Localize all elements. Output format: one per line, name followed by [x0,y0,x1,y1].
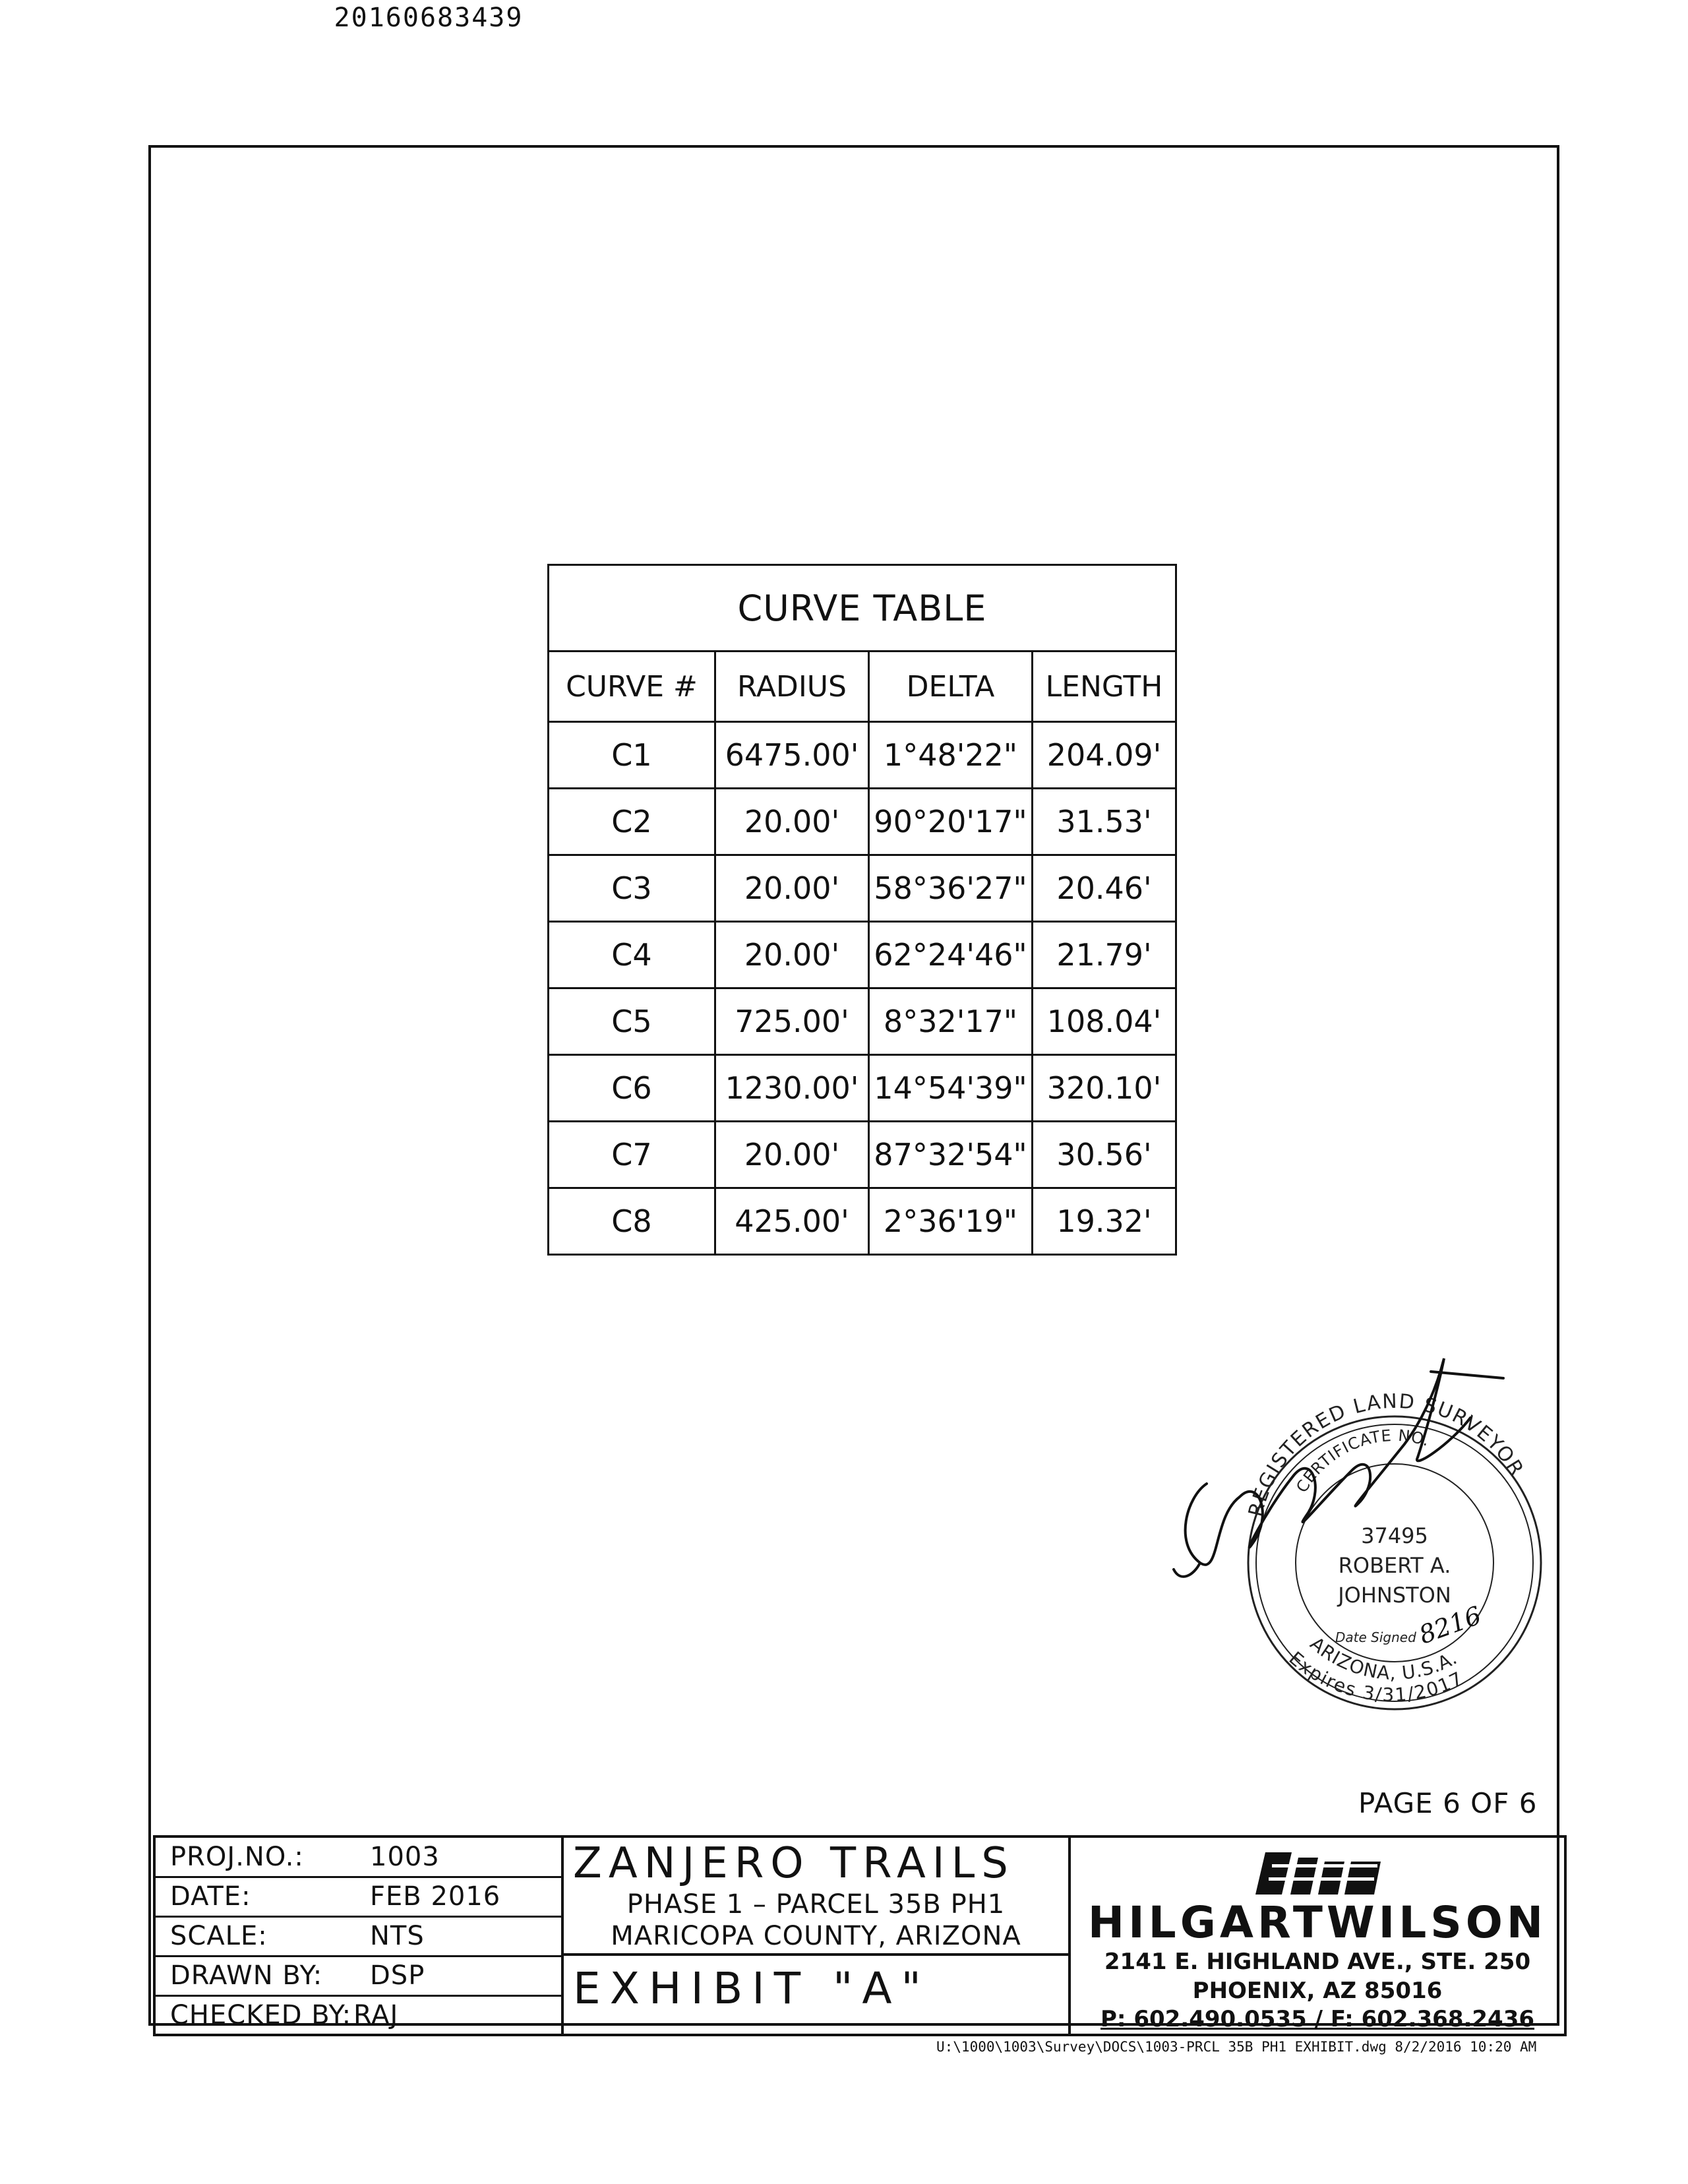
project-title-area [564,1838,1068,1956]
checked-by-row [156,1996,561,2034]
project-phase-line: PHASE 1 – PARCEL 35B PH1 [626,1889,1006,1920]
table-row [549,722,1176,789]
length-cell: 19.32' [1033,1188,1176,1255]
curve-table [547,564,1177,1256]
scale-label: SCALE: [170,1921,268,1951]
exhibit-label: EXHIBIT "A" [573,1963,930,2014]
table-row [549,988,1176,1055]
delta-cell: 14°54'39" [869,1055,1033,1122]
seal-outer-text: REGISTERED LAND SURVEYOR [1244,1389,1529,1519]
radius-cell: 20.00' [715,922,869,988]
table-row [549,1055,1176,1122]
delta-cell: 58°36'27" [869,855,1033,922]
length-cell: 108.04' [1033,988,1176,1055]
radius-cell: 725.00' [715,988,869,1055]
table-row [549,855,1176,922]
length-cell: 320.10' [1033,1055,1176,1122]
delta-cell: 90°20'17" [869,789,1033,855]
radius-cell: 20.00' [715,789,869,855]
length-cell: 31.53' [1033,789,1176,855]
seal-date-value: 8216 [1415,1600,1486,1650]
curve-table-title: CURVE TABLE [549,565,1176,652]
length-cell: 204.09' [1033,722,1176,789]
seal-number: 37495 [1361,1523,1428,1548]
curve-table-header-row [549,652,1176,722]
radius-cell: 20.00' [715,1122,869,1188]
seal-name-line1: ROBERT A. [1338,1553,1451,1578]
proj-no-row [156,1838,561,1878]
seal-certificate-text: CERTIFICATE NO. [1292,1426,1432,1496]
seal-date-label: Date Signed [1335,1629,1416,1645]
length-cell: 21.79' [1033,922,1176,988]
radius-cell: 6475.00' [715,722,869,789]
surveyor-seal [1160,1345,1543,1767]
firm-panel [1071,1838,1564,2034]
curve-cell: C4 [549,922,715,988]
seal-state-text: ARIZONA, U.S.A. [1306,1632,1461,1684]
table-row [549,789,1176,855]
project-title-panel [564,1838,1071,2034]
delta-cell: 1°48'22" [869,722,1033,789]
project-info-panel [156,1838,564,2034]
checked-by-value: RAJ [353,2000,399,2030]
firm-logo-icon [1252,1852,1384,1895]
delta-cell: 62°24'46" [869,922,1033,988]
delta-cell: 87°32'54" [869,1122,1033,1188]
radius-cell: 1230.00' [715,1055,869,1122]
scale-row [156,1917,561,1957]
radius-cell: 20.00' [715,855,869,922]
column-header-curve: CURVE # [549,652,715,722]
curve-cell: C8 [549,1188,715,1255]
length-cell: 30.56' [1033,1122,1176,1188]
date-label: DATE: [170,1881,251,1912]
page-count: PAGE 6 OF 6 [1358,1787,1538,1819]
table-row [549,1122,1176,1188]
curve-cell: C3 [549,855,715,922]
date-value: FEB 2016 [370,1881,501,1912]
delta-cell: 2°36'19" [869,1188,1033,1255]
curve-cell: C2 [549,789,715,855]
length-cell: 20.46' [1033,855,1176,922]
seal-expires-text: Expires 3/31/2017 [1284,1647,1467,1706]
curve-cell: C6 [549,1055,715,1122]
firm-address-line2: PHOENIX, AZ 85016 [1192,1978,1443,2004]
title-block [153,1835,1567,2036]
curve-cell: C5 [549,988,715,1055]
radius-cell: 425.00' [715,1188,869,1255]
svg-text:REGISTERED LAND SURVEYOR [1244,1390,1528,1519]
project-name: ZANJERO TRAILS [573,1839,1015,1888]
column-header-length: LENGTH [1033,652,1176,722]
drawn-by-row [156,1957,561,1997]
project-county-line: MARICOPA COUNTY, ARIZONA [611,1921,1021,1951]
firm-name: HILGARTWILSON [1087,1897,1548,1948]
delta-cell: 8°32'17" [869,988,1033,1055]
checked-by-label: CHECKED BY: [170,2000,352,2030]
file-path: U:\1000\1003\Survey\DOCS\1003-PRCL 35B PH1 EXHIBIT.dwg 8/2/2016 10:20 AM [936,2039,1537,2055]
curve-cell: C1 [549,722,715,789]
firm-address-line1: 2141 E. HIGHLAND AVE., STE. 250 [1104,1949,1531,1975]
firm-phone-line: P: 602.490.0535 / F: 602.368.2436 [1100,2006,1535,2032]
drawn-by-label: DRAWN BY: [170,1960,323,1991]
signature [1174,1358,1503,1577]
document-number: 20160683439 [334,3,524,33]
column-header-radius: RADIUS [715,652,869,722]
seal-name-line2: JOHNSTON [1338,1583,1451,1608]
date-row [156,1877,561,1918]
table-row [549,922,1176,988]
drawn-by-value: DSP [370,1960,425,1991]
scale-value: NTS [370,1921,425,1951]
table-row [549,1188,1176,1255]
column-header-delta: DELTA [869,652,1033,722]
curve-cell: C7 [549,1122,715,1188]
proj-no-label: PROJ.NO.: [170,1842,304,1872]
proj-no-value: 1003 [370,1842,440,1872]
